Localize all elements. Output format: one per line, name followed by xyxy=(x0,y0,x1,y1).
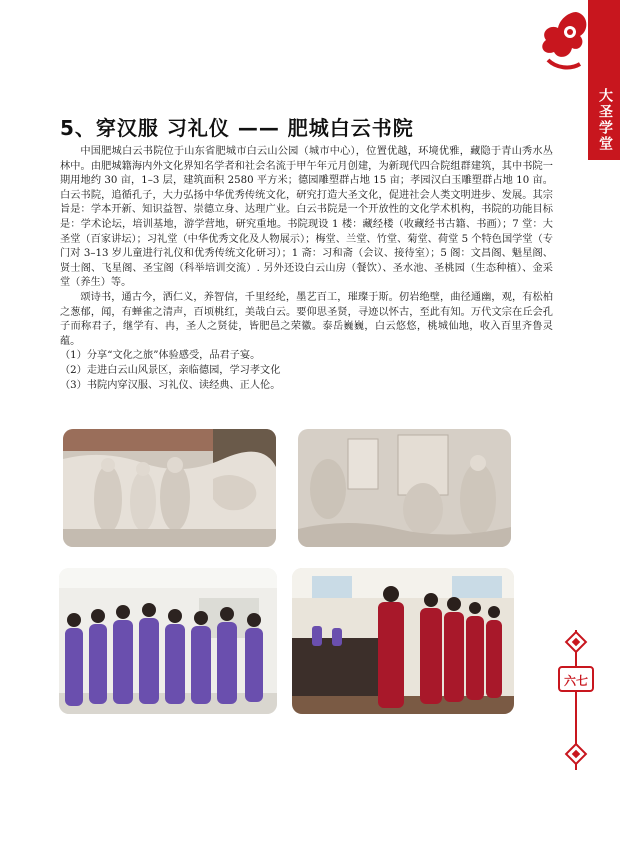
list-item: （3）书院内穿汉服、习礼仪、读经典、正人伦。 xyxy=(60,379,281,391)
list-item: （1）分享“文化之旅”体验感受，品君子宴。 xyxy=(60,350,261,362)
auspicious-cloud-icon xyxy=(536,8,590,74)
paragraph: 颂诗书，通古今，洒仁义，养智信，千里经纶，墨艺百工，璀璨于斯。仞岩绝壁，曲径通幽，观，有松柏之葱郁，闻，有蝉雀之清声，百顷桃红，美哉白云。要仰思圣贤，寻迹以怀古，至此有知。万代文宗在丘会孔子而称君子，继学有、冉，圣人之贤徒，皆肥邑之荣徽。泰岳巍巍，白云悠悠，桃城仙地，收入百里齐鲁灵蕴。 xyxy=(60,291,553,347)
article-body xyxy=(60,145,553,393)
chinese-knot-icon xyxy=(564,630,588,654)
chinese-knot-icon xyxy=(564,742,588,766)
activity-list xyxy=(60,349,553,393)
list-item: （2）走进白云山风景区，亲临德园，学习孝文化 xyxy=(60,364,281,376)
relief-photo-2 xyxy=(298,429,511,547)
relief-photo-1 xyxy=(63,429,276,547)
paragraph: 中国肥城白云书院位于山东省肥城市白云山公园（城市中心），位置优越，环境优雅，藏隐于青山秀水丛林中。由肥城籍海内外文化界知名学者和社会名流于甲午年元月创建，为新现代四合院组群建筑，其中书院一期用地约 30 亩，1–3 层，建筑面积 2580 平方米；德园雕塑群占地 15 亩；孝园汉白玉雕塑群占地 10 亩。白云书院，追循孔子，大力弘扬中华优秀传统文化，研究打造大圣文化，促进社会人类文明进步、发展。其宗旨是：学本开新、知识益智、崇德立身、达理广业。白云书院是一个开放性的文化学术机构，书院的功能目标是：学术论坛，培训基地，游学营地，研究重地。书院现设 1 楼：藏经楼（收藏经书古籍、书画）；7 堂：大圣堂（百家讲坛）；习礼堂（中华优秀文化及人物展示）；梅堂、兰堂、竹堂、菊堂、荷堂 5 个特色国学堂（专门对 3–13 岁儿童进行礼仪和优秀传统文化研习）；1 斋：习和斋（会议、接待室）；5 阁：文昌阁、魁星阁、贤士阁、飞星阁、圣宝阁（科举培训交流）. 另外还设白云山房（餐饮）、圣水池、圣桃园（生态种植）、金采堂（养生）等。 xyxy=(60,146,553,289)
students-photo-1 xyxy=(59,568,277,714)
students-photo-2 xyxy=(292,568,514,714)
section-title: 5、穿汉服 习礼仪 —— 肥城白云书院 xyxy=(60,116,414,140)
brand-name: 大圣学堂 xyxy=(597,88,613,152)
page-number: 六七 xyxy=(558,666,594,692)
page-number-ornament xyxy=(556,630,596,770)
